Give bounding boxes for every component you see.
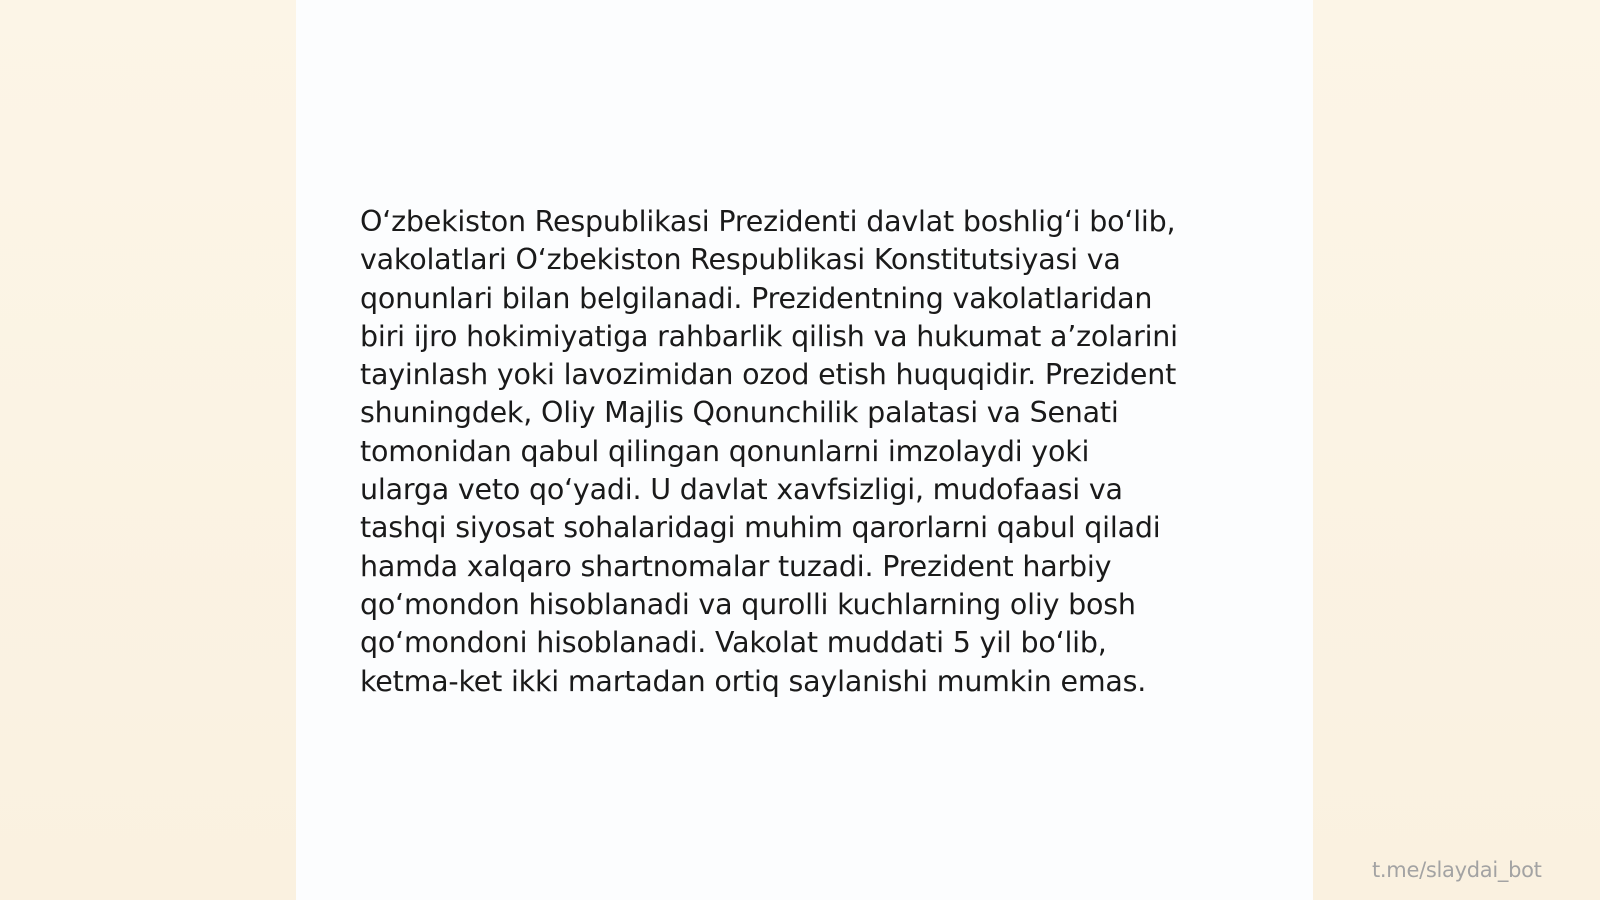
slide-body-text (360, 203, 1260, 701)
text-line: tomonidan qabul qilingan qonunlarni imzolaydi yoki (360, 434, 1090, 468)
text-line: qo‘mondoni hisoblanadi. Vakolat muddati 5 yil bo‘lib, (360, 626, 1107, 660)
text-line: ketma-ket ikki martadan ortiq saylanishi mumkin emas. (360, 664, 1147, 698)
text-line: hamda xalqaro shartnomalar tuzadi. Prezident harbiy (360, 549, 1112, 583)
text-line: O‘zbekiston Respublikasi Prezidenti davlat boshlig‘i bo‘lib, (360, 205, 1176, 238)
right-background-panel (1313, 0, 1600, 900)
left-background-panel (0, 0, 296, 900)
text-line: ularga veto qo‘yadi. U davlat xavfsizligi, mudofaasi va (360, 473, 1123, 507)
text-line: qonunlari bilan belgilanadi. Prezidentning vakolatlaridan (360, 281, 1153, 315)
text-line: biri ijro hokimiyatiga rahbarlik qilish va hukumat a’zolarini (360, 319, 1178, 353)
text-line: tayinlash yoki lavozimidan ozod etish huquqidir. Prezident (360, 358, 1177, 392)
watermark-link[interactable]: t.me/slaydai_bot (1372, 858, 1542, 882)
text-line: vakolatlari O‘zbekiston Respublikasi Konstitutsiyasi va (360, 243, 1121, 277)
text-line: qo‘mondon hisoblanadi va qurolli kuchlarning oliy bosh (360, 587, 1136, 621)
text-line: tashqi siyosat sohalaridagi muhim qarorlarni qabul qiladi (360, 511, 1161, 545)
text-line: shuningdek, Oliy Majlis Qonunchilik palatasi va Senati (360, 396, 1119, 430)
